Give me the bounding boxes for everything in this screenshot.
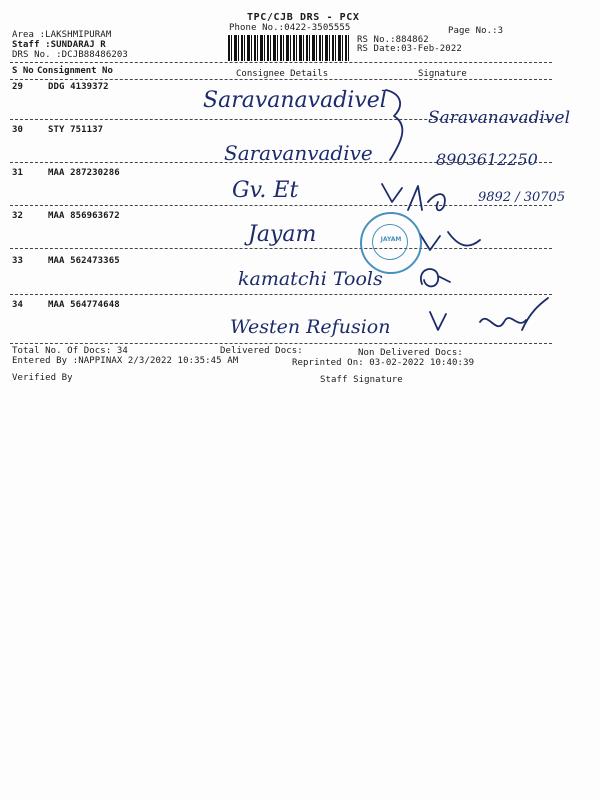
col-signature: Signature	[418, 69, 467, 79]
stamp-text: JAYAM	[380, 236, 402, 243]
handwritten-consignee: Saravanavadivel	[203, 88, 387, 113]
staff-label: Staff :SUNDARAJ R	[12, 40, 106, 50]
divider	[10, 79, 552, 80]
row-sno: 32	[12, 211, 24, 221]
handwritten-consignee: Jayam	[248, 222, 317, 247]
signature-scribble	[414, 262, 454, 292]
row-consignment: DDG 4139372	[48, 82, 109, 92]
handwritten-signature: 9892 / 30705	[478, 190, 566, 205]
col-sno: S No	[12, 66, 34, 76]
non-delivered-docs: Non Delivered Docs:	[358, 348, 463, 358]
phone-number: Phone No.:0422-3505555	[229, 23, 351, 33]
row-divider	[10, 343, 552, 344]
col-consignment: Consignment No	[37, 66, 113, 76]
rs-date: RS Date:03-Feb-2022	[357, 44, 462, 54]
handwritten-consignee: Westen Refusion	[230, 316, 391, 338]
handwritten-signature: Saravanavadivel	[428, 108, 571, 128]
barcode	[228, 35, 350, 61]
page-number: Page No.:3	[448, 26, 504, 36]
reprinted-on: Reprinted On: 03-02-2022 10:40:39	[292, 358, 475, 368]
row-sno: 30	[12, 125, 24, 135]
rs-number: RS No.:884862	[357, 35, 429, 45]
area-label: Area :LAKSHMIPURAM	[12, 30, 112, 40]
handwritten-consignee: Saravanvadive	[224, 141, 373, 165]
row-divider	[10, 294, 552, 295]
signature-scribble	[418, 226, 488, 256]
row-sno: 34	[12, 300, 24, 310]
row-consignment: MAA 287230286	[48, 168, 120, 178]
row-consignment: MAA 856963672	[48, 211, 120, 221]
document-title: TPC/CJB DRS - PCX	[247, 12, 360, 23]
row-consignment: MAA 564774648	[48, 300, 120, 310]
row-sno: 29	[12, 82, 24, 92]
delivered-docs: Delivered Docs:	[220, 346, 303, 356]
row-consignment: MAA 562473365	[48, 256, 120, 266]
row-sno: 31	[12, 168, 24, 178]
entered-by: Entered By :NAPPINAX 2/3/2022 10:35:45 AM	[12, 356, 239, 366]
row-consignment: STY 751137	[48, 125, 104, 135]
verified-by: Verified By	[12, 373, 73, 383]
handwritten-signature: 8903612250	[436, 150, 538, 169]
company-stamp	[360, 212, 422, 274]
handwritten-consignee: kamatchi Tools	[238, 268, 383, 290]
drs-number: DRS No. :DCJB88486203	[12, 50, 128, 60]
row-sno: 33	[12, 256, 24, 266]
divider	[10, 62, 552, 63]
col-consignee: Consignee Details	[236, 69, 329, 79]
total-docs: Total No. Of Docs: 34	[12, 346, 128, 356]
brace-scribble	[380, 86, 420, 166]
handwritten-consignee: Gv. Et	[232, 178, 299, 203]
signature-scribble	[426, 296, 550, 342]
staff-signature: Staff Signature	[320, 375, 403, 385]
